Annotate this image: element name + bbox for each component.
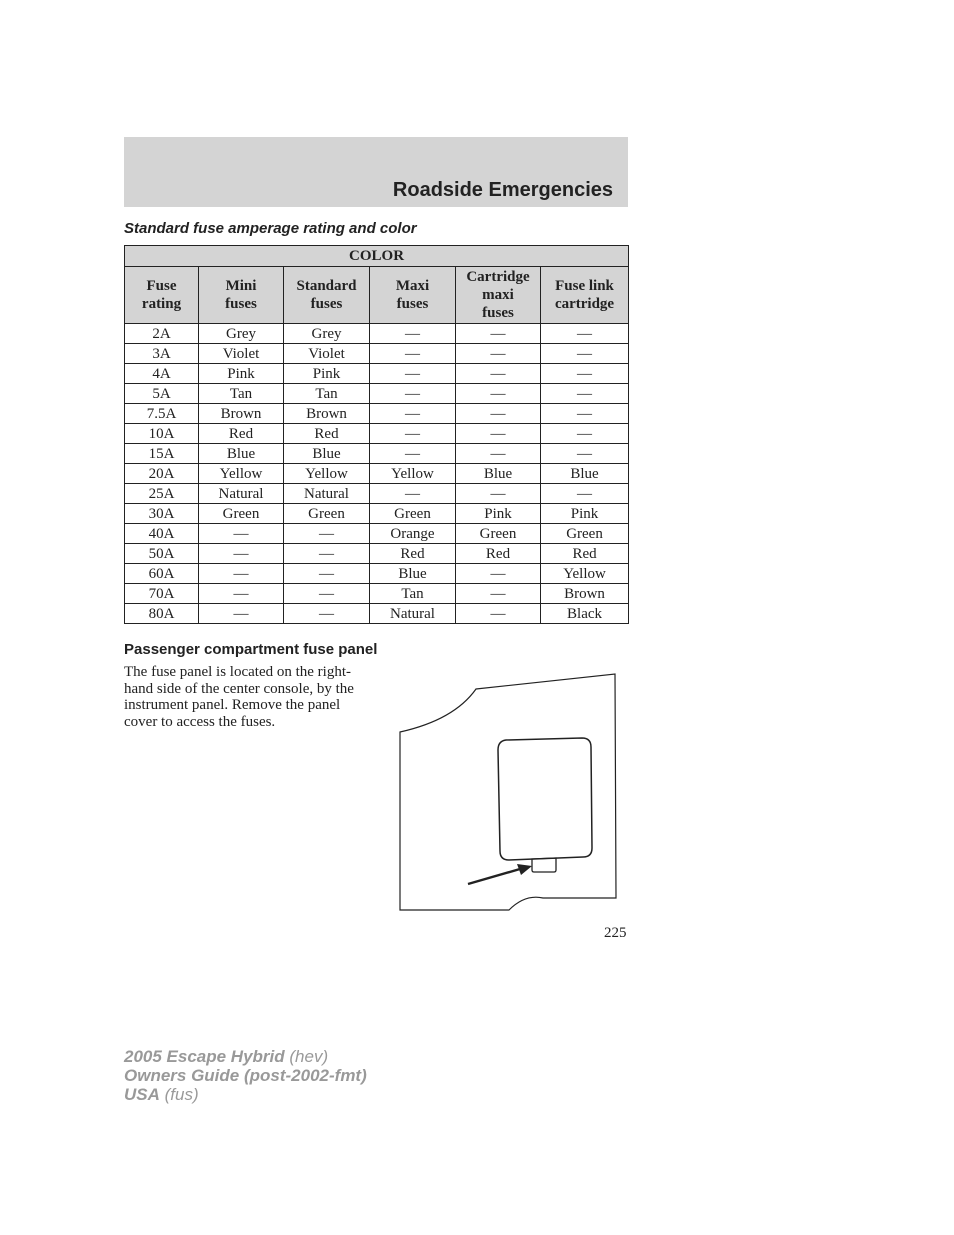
column-header-line: Mini bbox=[225, 278, 257, 294]
table-cell: Yellow bbox=[370, 464, 456, 484]
table-cell: Green bbox=[284, 504, 370, 524]
table-cell: 20A bbox=[125, 464, 199, 484]
table-body bbox=[125, 324, 629, 624]
table-cell: Pink bbox=[284, 364, 370, 384]
table-cell: Blue bbox=[370, 564, 456, 584]
table-cell: — bbox=[456, 604, 541, 624]
column-header bbox=[541, 267, 629, 324]
table-cell: — bbox=[456, 364, 541, 384]
cover-release-tab bbox=[532, 858, 556, 872]
table-cell: — bbox=[541, 404, 629, 424]
table-cell: — bbox=[456, 484, 541, 504]
table-cell: 25A bbox=[125, 484, 199, 504]
table-row bbox=[125, 584, 629, 604]
table-cell: Red bbox=[284, 424, 370, 444]
table-cell: 5A bbox=[125, 384, 199, 404]
table-row bbox=[125, 404, 629, 424]
fuse-panel-illustration bbox=[396, 668, 628, 914]
table-row bbox=[125, 364, 629, 384]
fuse-color-table bbox=[124, 245, 629, 624]
table-row bbox=[125, 344, 629, 364]
table-cell: — bbox=[541, 384, 629, 404]
fuse-panel-heading: Passenger compartment fuse panel bbox=[124, 641, 378, 658]
table-cell: — bbox=[370, 324, 456, 344]
table-cell: — bbox=[284, 544, 370, 564]
page-number: 225 bbox=[604, 925, 627, 941]
table-cell: — bbox=[456, 584, 541, 604]
table-cell: Red bbox=[541, 544, 629, 564]
table-row bbox=[125, 524, 629, 544]
table-cell: — bbox=[370, 344, 456, 364]
fuse-panel-description: The fuse panel is located on the right-hand side of the center console, by the instrument panel. Remove the panel cover to access the fuses. bbox=[124, 664, 354, 730]
table-cell: — bbox=[199, 564, 284, 584]
table-cell: Natural bbox=[370, 604, 456, 624]
column-header-line: Fuse link bbox=[555, 278, 614, 294]
table-cell: — bbox=[456, 424, 541, 444]
column-header bbox=[456, 267, 541, 324]
column-header-row bbox=[125, 267, 629, 324]
table-cell: — bbox=[370, 404, 456, 424]
table-cell: 70A bbox=[125, 584, 199, 604]
footer-market-code: (fus) bbox=[164, 1085, 199, 1104]
table-cell: Green bbox=[370, 504, 456, 524]
table-cell: — bbox=[541, 324, 629, 344]
table-cell: Blue bbox=[541, 464, 629, 484]
table-cell: Brown bbox=[541, 584, 629, 604]
table-cell: Yellow bbox=[541, 564, 629, 584]
table-cell: 40A bbox=[125, 524, 199, 544]
table-row bbox=[125, 564, 629, 584]
table-cell: Grey bbox=[199, 324, 284, 344]
table-cell: 7.5A bbox=[125, 404, 199, 424]
table-cell: Yellow bbox=[284, 464, 370, 484]
table-cell: Red bbox=[199, 424, 284, 444]
table-cell: Black bbox=[541, 604, 629, 624]
section-header-band bbox=[124, 137, 628, 207]
table-row bbox=[125, 384, 629, 404]
table-cell: Blue bbox=[456, 464, 541, 484]
table-cell: 10A bbox=[125, 424, 199, 444]
table-row bbox=[125, 444, 629, 464]
table-cell: Blue bbox=[284, 444, 370, 464]
table-cell: Brown bbox=[284, 404, 370, 424]
table-cell: — bbox=[199, 604, 284, 624]
table-cell: — bbox=[541, 444, 629, 464]
table-cell: Orange bbox=[370, 524, 456, 544]
table-cell: — bbox=[199, 524, 284, 544]
table-cell: Brown bbox=[199, 404, 284, 424]
footer-model: 2005 Escape Hybrid bbox=[124, 1047, 285, 1066]
table-cell: Grey bbox=[284, 324, 370, 344]
table-cell: 30A bbox=[125, 504, 199, 524]
column-header-line: fuses bbox=[225, 296, 257, 312]
table-cell: 2A bbox=[125, 324, 199, 344]
table-cell: — bbox=[370, 444, 456, 464]
column-header-line: fuses bbox=[482, 305, 514, 321]
table-cell: Blue bbox=[199, 444, 284, 464]
footer-model-code: (hev) bbox=[289, 1047, 329, 1066]
column-header bbox=[199, 267, 284, 324]
section-title: Roadside Emergencies bbox=[392, 179, 613, 201]
table-cell: — bbox=[370, 424, 456, 444]
table-cell: — bbox=[541, 364, 629, 384]
table-title: Standard fuse amperage rating and color bbox=[124, 220, 417, 237]
table-cell: — bbox=[456, 384, 541, 404]
color-group-header: COLOR bbox=[125, 246, 629, 267]
table-cell: — bbox=[370, 384, 456, 404]
table-row bbox=[125, 324, 629, 344]
table-cell: — bbox=[199, 584, 284, 604]
table-cell: — bbox=[370, 484, 456, 504]
column-header bbox=[125, 267, 199, 324]
table-cell: Red bbox=[456, 544, 541, 564]
table-cell: — bbox=[456, 324, 541, 344]
table-cell: 60A bbox=[125, 564, 199, 584]
table-cell: Tan bbox=[284, 384, 370, 404]
table-cell: Red bbox=[370, 544, 456, 564]
table-cell: — bbox=[370, 364, 456, 384]
table-cell: — bbox=[284, 584, 370, 604]
table-cell: Pink bbox=[199, 364, 284, 384]
fuse-panel-cover bbox=[498, 738, 592, 860]
table-cell: — bbox=[541, 484, 629, 504]
table-cell: Pink bbox=[456, 504, 541, 524]
table-cell: Pink bbox=[541, 504, 629, 524]
table-cell: Violet bbox=[199, 344, 284, 364]
document-footer bbox=[124, 1047, 367, 1104]
table-cell: — bbox=[284, 524, 370, 544]
table-cell: Natural bbox=[199, 484, 284, 504]
table-cell: — bbox=[456, 444, 541, 464]
table-cell: Tan bbox=[199, 384, 284, 404]
column-header-line: Standard bbox=[296, 278, 357, 294]
column-header-line: maxi bbox=[482, 287, 514, 303]
table-row bbox=[125, 544, 629, 564]
column-header-line: cartridge bbox=[554, 296, 615, 312]
table-cell: — bbox=[456, 564, 541, 584]
column-header-line: fuses bbox=[396, 296, 429, 312]
column-header bbox=[370, 267, 456, 324]
console-outline bbox=[400, 674, 616, 910]
table-row bbox=[125, 424, 629, 444]
table-cell: 4A bbox=[125, 364, 199, 384]
table-cell: — bbox=[456, 344, 541, 364]
table-cell: Green bbox=[199, 504, 284, 524]
table-cell: — bbox=[284, 604, 370, 624]
footer-market: USA bbox=[124, 1085, 160, 1104]
column-header-line: rating bbox=[141, 296, 182, 312]
table-cell: — bbox=[199, 544, 284, 564]
column-header-line: Cartridge bbox=[466, 269, 530, 285]
column-header-line: Maxi bbox=[395, 278, 430, 294]
table-cell: Violet bbox=[284, 344, 370, 364]
table-cell: 3A bbox=[125, 344, 199, 364]
table-cell: 80A bbox=[125, 604, 199, 624]
table-cell: Yellow bbox=[199, 464, 284, 484]
table-cell: — bbox=[541, 424, 629, 444]
table-cell: 50A bbox=[125, 544, 199, 564]
table-cell: — bbox=[284, 564, 370, 584]
table-cell: Green bbox=[456, 524, 541, 544]
table-cell: 15A bbox=[125, 444, 199, 464]
table-row bbox=[125, 604, 629, 624]
table-row bbox=[125, 504, 629, 524]
table-cell: Tan bbox=[370, 584, 456, 604]
column-header-line: fuses bbox=[310, 296, 343, 312]
table-cell: Green bbox=[541, 524, 629, 544]
table-row bbox=[125, 484, 629, 504]
column-header-line: Fuse bbox=[146, 278, 177, 294]
table-row bbox=[125, 464, 629, 484]
column-header bbox=[284, 267, 370, 324]
table-cell: — bbox=[541, 344, 629, 364]
table-cell: — bbox=[456, 404, 541, 424]
table-cell: Natural bbox=[284, 484, 370, 504]
footer-guide: Owners Guide (post-2002-fmt) bbox=[124, 1066, 367, 1085]
pointer-arrow bbox=[468, 864, 532, 884]
